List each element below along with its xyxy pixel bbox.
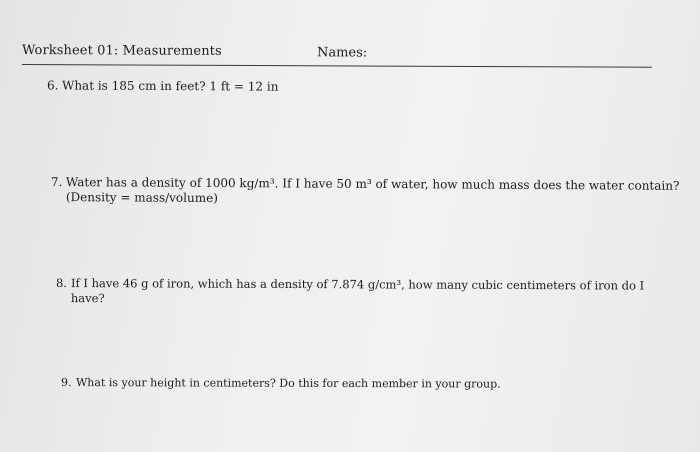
question-number: 8. [55,276,67,291]
question-number: 9. [60,376,72,390]
question-text: What is your height in centimeters? Do this for each member in your group. [75,376,501,391]
question-text-continued: (Density = mass/volume) [65,190,218,206]
question-7 [51,175,680,209]
question-text-continued: have? [70,291,105,306]
question-text: What is 185 cm in feet? 1 ft = 12 in [61,78,279,94]
question-9 [61,375,501,392]
worksheet-title: Worksheet 01: Measurements [21,42,222,59]
question-number: 7. [50,175,63,190]
worksheet-header [22,42,652,68]
names-label: Names: [316,45,368,61]
question-6 [47,78,279,94]
question-text: If I have 46 g of iron, which has a density of 7.874 g/cm³, how many cubic centimeters of iron do I [70,276,645,293]
question-text: Water has a density of 1000 kg/m³. If I have 50 m³ of water, how much mass does the water contain? [65,175,680,193]
question-8 [56,276,644,309]
question-number: 6. [46,78,59,93]
